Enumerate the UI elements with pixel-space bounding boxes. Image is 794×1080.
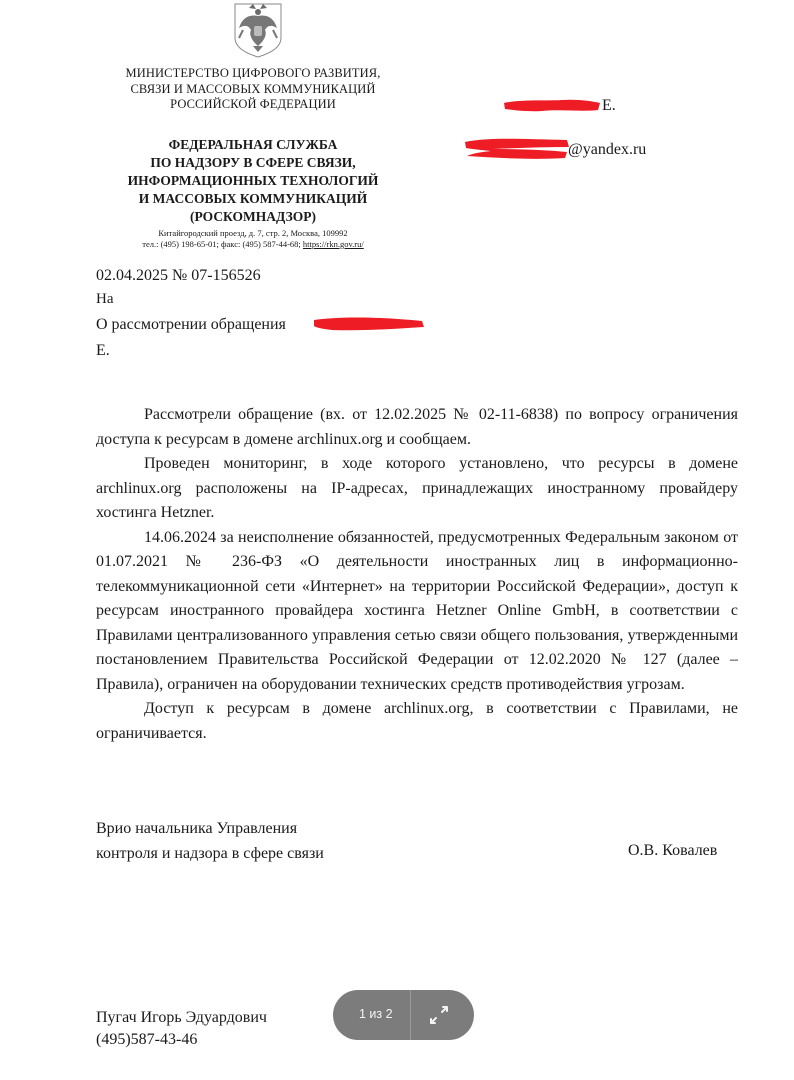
page-indicator[interactable]: 1 из 2 bbox=[359, 1007, 393, 1021]
position-line: контроля и надзора в сфере связи bbox=[96, 844, 324, 862]
service-line: ПО НАДЗОРУ В СФЕРЕ СВЯЗИ, bbox=[150, 155, 356, 170]
contacts-text: тел.: (495) 198-65-01; факс: (495) 587-44-68; bbox=[142, 239, 303, 249]
service-line: И МАССОВЫХ КОММУНИКАЦИЙ bbox=[138, 191, 368, 206]
contacts-line bbox=[92, 239, 414, 250]
signer-name: О.В. Ковалев bbox=[628, 842, 718, 859]
executor-phone: (495)587-43-46 bbox=[96, 1031, 198, 1048]
recipient-name: Е. bbox=[602, 97, 616, 114]
recipient-email: @yandex.ru bbox=[568, 141, 647, 158]
service-heading bbox=[92, 136, 414, 226]
expand-arrows-icon[interactable] bbox=[423, 999, 455, 1031]
body-paragraph: 14.06.2024 за неисполнение обязанностей, предусмотренных Федеральным законом от 01.07.2021 № 236-ФЗ «О деятельности иностранных лиц в информационно-телекоммуникационной сети «Интернет» на территории Российской Федерации», доступ к ресурсам иностранного провайдера хостинга Hetzner Online GmbH, в соответствии с Правилами централизованного управления сетью связи общего пользования, утвержденными постановлением Правительства Российской Федерации от 12.02.2020 № 127 (далее – Правила), ограничен на оборудовании технических средств противодействия угрозам. bbox=[96, 528, 738, 693]
position-line: Врио начальника Управления bbox=[96, 820, 298, 837]
service-line: ИНФОРМАЦИОННЫХ ТЕХНОЛОГИЙ bbox=[127, 173, 379, 188]
website-link[interactable]: https://rkn.gov.ru/ bbox=[302, 239, 364, 249]
service-line: (РОСКОМНАДЗОР) bbox=[189, 209, 316, 224]
signer-position bbox=[96, 817, 324, 866]
redaction-mark-subject bbox=[312, 313, 426, 335]
ministry-heading bbox=[92, 66, 414, 113]
letter-subject-continued: Е. bbox=[96, 342, 110, 359]
page-navigator bbox=[333, 990, 474, 1040]
redaction-mark-email bbox=[463, 136, 571, 162]
letter-on-reference: На bbox=[96, 291, 114, 307]
letter-body bbox=[96, 403, 738, 746]
sender-address bbox=[92, 228, 414, 250]
redaction-mark-name bbox=[502, 98, 602, 114]
executor-name: Пугач Игорь Эдуардович bbox=[96, 1009, 267, 1026]
letter-subject: О рассмотрении обращения bbox=[96, 316, 286, 333]
service-line: ФЕДЕРАЛЬНАЯ СЛУЖБА bbox=[168, 137, 338, 152]
ministry-line: СВЯЗИ И МАССОВЫХ КОММУНИКАЦИЙ bbox=[130, 81, 376, 96]
body-paragraph: Доступ к ресурсам в домене archlinux.org, в соответствии с Правилами, не ограничивается. bbox=[96, 700, 738, 742]
body-paragraph: Проведен мониторинг, в ходе которого установлено, что ресурсы в домене archlinux.org расположены на IP-адресах, принадлежащих иностранному провайдеру хостинга Hetzner. bbox=[96, 455, 738, 521]
coat-of-arms-emblem bbox=[229, 0, 287, 58]
address-line: Китайгородский проезд, д. 7, стр. 2, Москва, 109992 bbox=[158, 228, 348, 238]
body-paragraph: Рассмотрели обращение (вх. от 12.02.2025 № 02-11-6838) по вопросу ограничения доступа к ресурсам в домене archlinux.org и сообщаем. bbox=[96, 406, 738, 448]
executor-block bbox=[96, 1007, 267, 1051]
pager-divider bbox=[410, 990, 411, 1040]
ministry-line: РОССИЙСКОЙ ФЕДЕРАЦИИ bbox=[170, 97, 336, 111]
ministry-line: МИНИСТЕРСТВО ЦИФРОВОГО РАЗВИТИЯ, bbox=[125, 66, 381, 80]
letter-date-number: 02.04.2025 № 07-156526 bbox=[96, 267, 261, 284]
